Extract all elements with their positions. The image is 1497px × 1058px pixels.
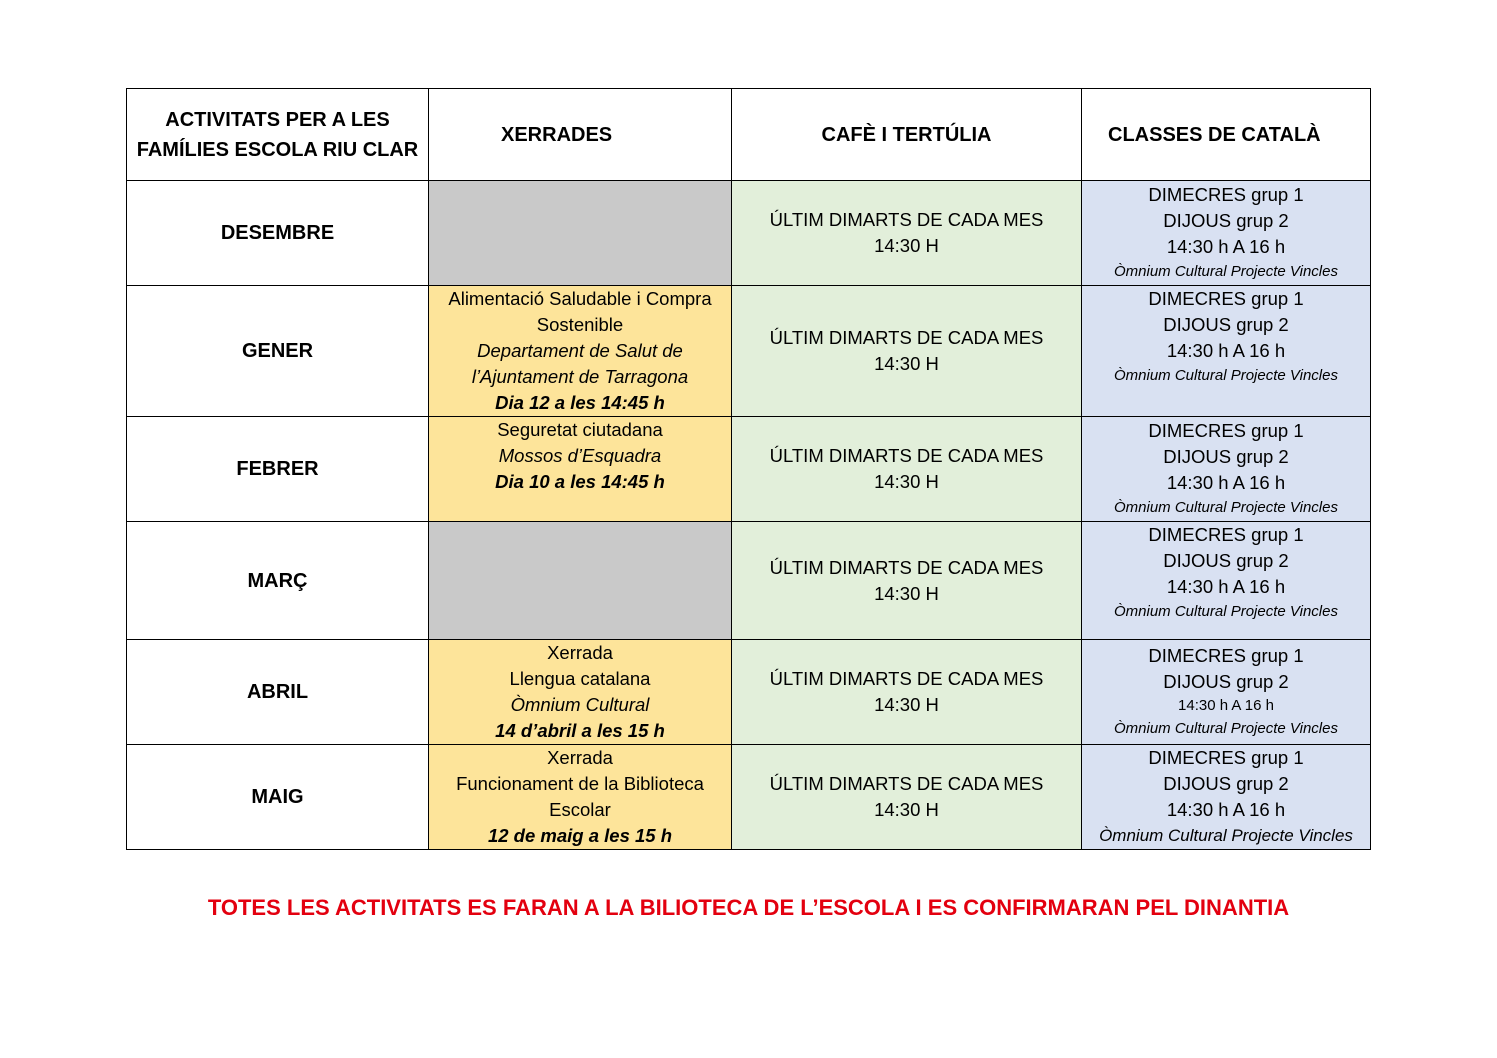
activities-table-container: [126, 88, 1371, 850]
talk-line: Llengua catalana: [509, 668, 651, 689]
talk-cell: [429, 745, 732, 850]
classes-line2: DIJOUS grup 2: [1163, 773, 1289, 794]
table-row: [127, 745, 1371, 850]
month-cell: FEBRER: [127, 417, 429, 522]
talk-line: Mossos d’Esquadra: [498, 445, 662, 466]
cafe-line1: ÚLTIM DIMARTS DE CADA MES: [769, 445, 1044, 466]
classes-cell: [1082, 417, 1371, 522]
talk-line: Xerrada: [547, 747, 613, 768]
table-row: [127, 181, 1371, 286]
classes-cell: [1082, 286, 1371, 417]
month-cell: ABRIL: [127, 640, 429, 745]
talk-line: Òmnium Cultural: [510, 694, 650, 715]
talk-date: Dia 10 a les 14:45 h: [495, 471, 665, 492]
classes-cell: [1082, 181, 1371, 286]
header-activities-line2: FAMÍLIES ESCOLA RIU CLAR: [136, 138, 419, 161]
header-activities: [127, 89, 429, 181]
classes-line1: DIMECRES grup 1: [1148, 420, 1304, 441]
footer-notice: TOTES LES ACTIVITATS ES FARAN A LA BILIOTECA DE L’ESCOLA I ES CONFIRMARAN PEL DINANTIA: [207, 895, 1290, 920]
talk-cell: [429, 417, 732, 522]
classes-line3: 14:30 h A 16 h: [1166, 236, 1286, 257]
header-activities-line1: ACTIVITATS PER A LES: [165, 108, 390, 131]
talk-line: Funcionament de la Biblioteca: [456, 773, 704, 794]
cafe-line1: ÚLTIM DIMARTS DE CADA MES: [769, 209, 1044, 230]
table-row: [127, 522, 1371, 640]
header-row: [127, 89, 1371, 181]
cafe-line2: 14:30 H: [874, 582, 939, 604]
table-row: [127, 417, 1371, 522]
classes-line2: DIJOUS grup 2: [1163, 210, 1289, 231]
talk-line: l’Ajuntament de Tarragona: [471, 366, 689, 387]
cafe-cell: [732, 181, 1082, 286]
classes-line1: DIMECRES grup 1: [1148, 288, 1304, 309]
classes-line3: 14:30 h A 16 h: [1166, 340, 1286, 361]
month-cell: GENER: [127, 286, 429, 417]
classes-cell: [1082, 522, 1371, 640]
cafe-line1: ÚLTIM DIMARTS DE CADA MES: [769, 668, 1044, 689]
talk-date: Dia 12 a les 14:45 h: [495, 392, 665, 413]
cafe-line2: 14:30 H: [874, 235, 939, 256]
cafe-cell: [732, 640, 1082, 745]
classes-line2: DIJOUS grup 2: [1163, 550, 1289, 571]
cafe-line2: 14:30 H: [874, 799, 939, 820]
table-row: [127, 640, 1371, 745]
classes-line3: 14:30 h A 16 h: [1166, 472, 1286, 493]
classes-line1: DIMECRES grup 1: [1148, 747, 1304, 768]
classes-line3: 14:30 h A 16 h: [1166, 799, 1286, 820]
classes-line2: DIJOUS grup 2: [1163, 314, 1289, 335]
classes-line1: DIMECRES grup 1: [1148, 524, 1304, 545]
talk-date: 12 de maig a les 15 h: [487, 825, 673, 846]
talk-line: Seguretat ciutadana: [497, 419, 663, 440]
cafe-cell: [732, 522, 1082, 640]
cafe-line1: ÚLTIM DIMARTS DE CADA MES: [769, 327, 1044, 348]
classes-line2: DIJOUS grup 2: [1163, 446, 1289, 467]
cafe-line2: 14:30 H: [874, 471, 939, 492]
cafe-cell: [732, 745, 1082, 850]
talk-line: Departament de Salut de: [477, 340, 683, 361]
classes-line1: DIMECRES grup 1: [1148, 645, 1304, 666]
cafe-cell: [732, 286, 1082, 417]
talk-date: 14 d’abril a les 15 h: [495, 720, 665, 741]
header-talks: XERRADES: [429, 89, 732, 181]
talk-cell: [429, 286, 732, 417]
cafe-line1: ÚLTIM DIMARTS DE CADA MES: [769, 773, 1044, 794]
classes-line4: Òmnium Cultural Projecte Vincles: [1114, 603, 1338, 620]
talk-cell-empty: [429, 181, 732, 286]
classes-line3: 14:30 h A 16 h: [1166, 576, 1286, 597]
cafe-line1: ÚLTIM DIMARTS DE CADA MES: [769, 556, 1044, 578]
talk-cell: [429, 640, 732, 745]
classes-line4: Òmnium Cultural Projecte Vincles: [1114, 367, 1338, 384]
activities-table: [126, 88, 1371, 850]
month-cell: MAIG: [127, 745, 429, 850]
table-row: [127, 286, 1371, 417]
classes-line4: Òmnium Cultural Projecte Vincles: [1114, 720, 1338, 737]
talk-line: Xerrada: [547, 642, 613, 663]
talk-cell-empty: [429, 522, 732, 640]
talk-line: Alimentació Saludable i Compra: [448, 288, 712, 309]
month-cell: MARÇ: [127, 522, 429, 640]
classes-line4: Òmnium Cultural Projecte Vincles: [1099, 826, 1353, 845]
cafe-line2: 14:30 H: [874, 694, 939, 715]
cafe-cell: [732, 417, 1082, 522]
classes-line2: DIJOUS grup 2: [1163, 671, 1289, 692]
classes-line1: DIMECRES grup 1: [1148, 184, 1304, 205]
cafe-line2: 14:30 H: [874, 353, 939, 374]
header-cafe: CAFÈ I TERTÚLIA: [732, 89, 1082, 181]
classes-line4: Òmnium Cultural Projecte Vincles: [1114, 263, 1338, 280]
classes-cell: [1082, 745, 1371, 850]
classes-line4: Òmnium Cultural Projecte Vincles: [1114, 499, 1338, 516]
talk-line: Escolar: [549, 799, 611, 820]
talk-line: Sostenible: [536, 314, 624, 335]
month-cell: DESEMBRE: [127, 181, 429, 286]
classes-cell: [1082, 640, 1371, 745]
header-classes: CLASSES DE CATALÀ: [1082, 89, 1371, 181]
classes-line3: 14:30 h A 16 h: [1178, 697, 1274, 714]
